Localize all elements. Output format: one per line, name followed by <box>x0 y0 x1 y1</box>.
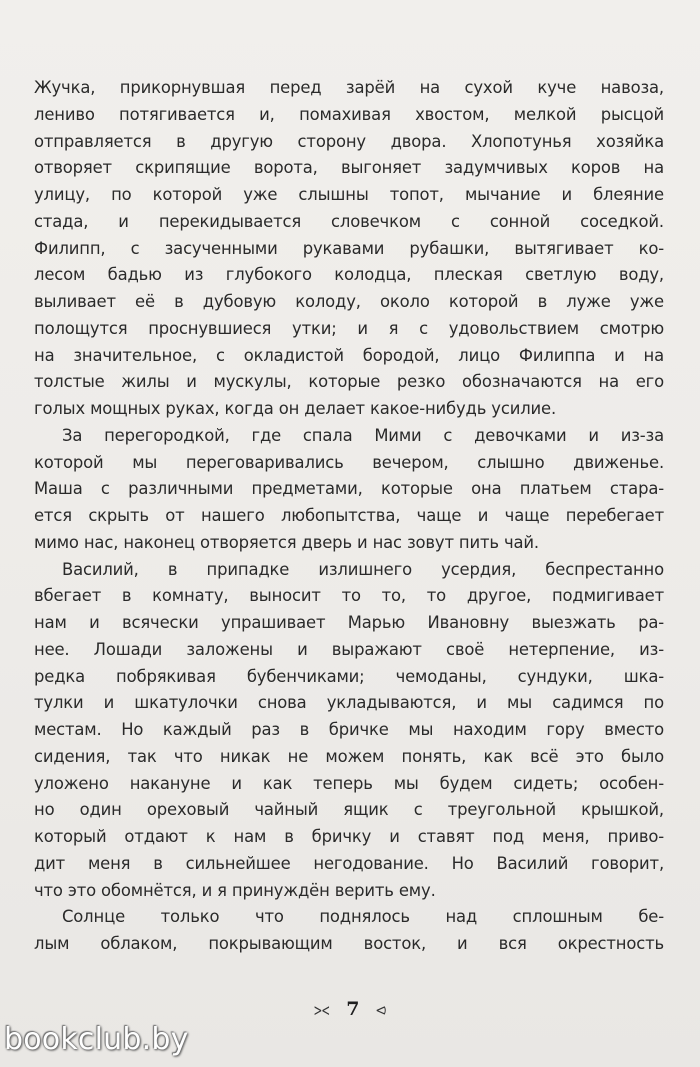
text-line: лым облаком, покрывающим восток, и вся окрестность <box>34 934 664 953</box>
text-line: полощутся проснувшиеся утки; и я с удовольствием смотрю <box>34 318 664 338</box>
text-line: но один ореховый чайный ящик с треугольной крышкой, <box>34 800 664 820</box>
text-line: дит меня в сильнейшее негодование. Но Василий говорит, <box>34 853 664 873</box>
text-line: на значительное, с окладистой бородой, лицо Филиппа и на <box>34 345 664 365</box>
text-line: толстые жилы и мускулы, которые резко обозначаются на его <box>34 372 664 392</box>
text-line: вбегает в комнату, выносит то то, то другое, подмигивает <box>34 586 664 606</box>
text-line: местам. Но каждый раз в бричке мы находим гору вместо <box>34 720 664 739</box>
text-line: Солнце только что поднялось над сплошным бе- <box>62 907 664 927</box>
text-line: мимо нас, наконец отворяется дверь и нас зовут пить чай. <box>34 532 539 552</box>
text-line: нее. Лошади заложены и выражают своё нетерпение, из- <box>34 639 664 659</box>
text-line: Филипп, с засученными рукавами рубашки, вытягивает ко- <box>34 238 664 258</box>
body-text <box>34 75 664 958</box>
text-line: лениво потягивается и, помахивая хвостом, мелкой рысцой <box>34 104 664 124</box>
ornament-right-icon: ⪦ <box>376 999 387 1020</box>
watermark-logo: bookclub.by <box>4 1022 189 1057</box>
text-line: За перегородкой, где спала Мими с девочками и из-за <box>62 425 664 445</box>
text-line: улицу, по которой уже слышны топот, мычание и блеяние <box>34 185 664 204</box>
text-line: отправляется в другую сторону двора. Хлопотунья хозяйка <box>34 131 664 151</box>
text-line: которой мы переговаривались вечером, слышно движенье. <box>34 452 664 472</box>
text-line: сидения, так что никак не можем понять, как всё это было <box>34 746 664 766</box>
text-line: редка побрякивая бубенчиками; чемоданы, сундуки, шка- <box>34 666 664 686</box>
text-line: стада, и перекидывается словечком с сонной соседкой. <box>34 211 664 231</box>
text-line: тулки и шкатулочки снова укладываются, и мы садимся по <box>34 693 664 713</box>
text-line: Василий, в припадке излишнего усердия, беспрестанно <box>62 559 664 579</box>
text-line: Маша с различными предметами, которые она платьем стара- <box>34 479 664 499</box>
text-line: голых мощных руках, когда он делает какое-нибудь усилие. <box>34 399 557 418</box>
ornament-left-icon: ⪥ <box>313 999 330 1020</box>
page-number-footer <box>0 998 700 1020</box>
text-line: Жучка, прикорнувшая перед зарёй на сухой куче навоза, <box>34 78 664 97</box>
text-line: нам и всячески упрашивает Марью Ивановну выезжать ра- <box>34 613 664 632</box>
page-number: 7 <box>346 998 360 1020</box>
text-line: уложено накануне и как теперь мы будем сидеть; особен- <box>34 773 664 793</box>
text-line: отворяет скрипящие ворота, выгоняет задумчивых коров на <box>34 158 664 178</box>
text-line: лесом бадью из глубокого колодца, плеская светлую воду, <box>34 265 664 285</box>
text-line: который отдают к нам в бричку и ставят под меня, приво- <box>34 827 664 846</box>
text-line: ется скрыть от нашего любопытства, чаще и чаще перебегает <box>34 506 664 525</box>
text-line: выливает её в дубовую колоду, около которой в луже уже <box>34 292 664 311</box>
text-line: что это обомнётся, и я принуждён верить ему. <box>34 880 436 900</box>
